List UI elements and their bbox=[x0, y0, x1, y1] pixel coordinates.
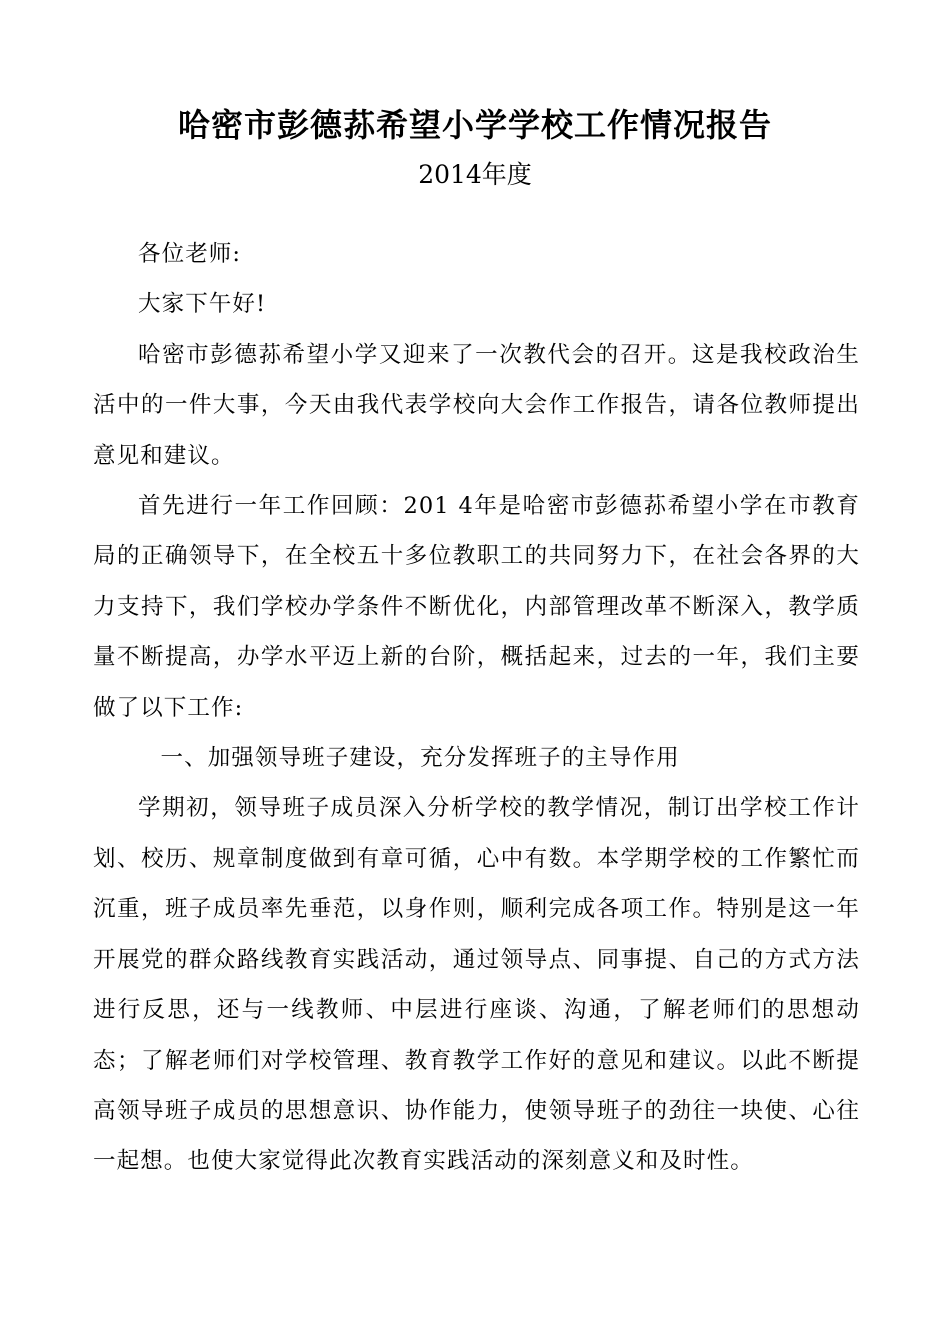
paragraph-intro: 哈密市彭德荪希望小学又迎来了一次教代会的召开。这是我校政治生活中的一件大事，今天由我代表学校向大会作工作报告，请各位教师提出意见和建议。 bbox=[93, 341, 860, 469]
section-paragraph: 学期初，领导班子成员深入分析学校的教学情况，制订出学校工作计划、校历、规章制度做到有章可循，心中有数。本学期学校的工作繁忙而沉重，班子成员率先垂范，以身作则，顺利完成各项工作。特别是这一年开展党的群众路线教育实践活动，通过领导点、同事提、自己的方式方法进行反思，还与一线教师、中层进行座谈、沟通，了解老师们的思想动态；了解老师们对学校管理、教育教学工作好的意见和建议。以此不断提高领导班子成员的思想意识、协作能力，使领导班子的劲往一块使、心往一起想。也使大家觉得此次教育实践活动的深刻意义和及时性。 bbox=[93, 795, 860, 1175]
paragraph-review: 首先进行一年工作回顾：201 4年是哈密市彭德荪希望小学在市教育局的正确领导下，在全校五十多位教职工的共同努力下，在社会各界的大力支持下，我们学校办学条件不断优化，内部管理改革不断深入，教学质量不断提高，办学水平迈上新的台阶，概括起来，过去的一年，我们主要做了以下工作: bbox=[93, 493, 860, 721]
document-body bbox=[93, 229, 860, 1187]
greeting: 大家下午好! bbox=[138, 291, 267, 318]
salutation: 各位老师: bbox=[138, 241, 242, 267]
section-heading: 一、加强领导班子建设，充分发挥班子的主导作用 bbox=[160, 745, 680, 772]
document-title: 哈密市彭德荪希望小学学校工作情况报告 bbox=[177, 106, 772, 144]
document-subtitle: 2014年度 bbox=[418, 160, 532, 189]
